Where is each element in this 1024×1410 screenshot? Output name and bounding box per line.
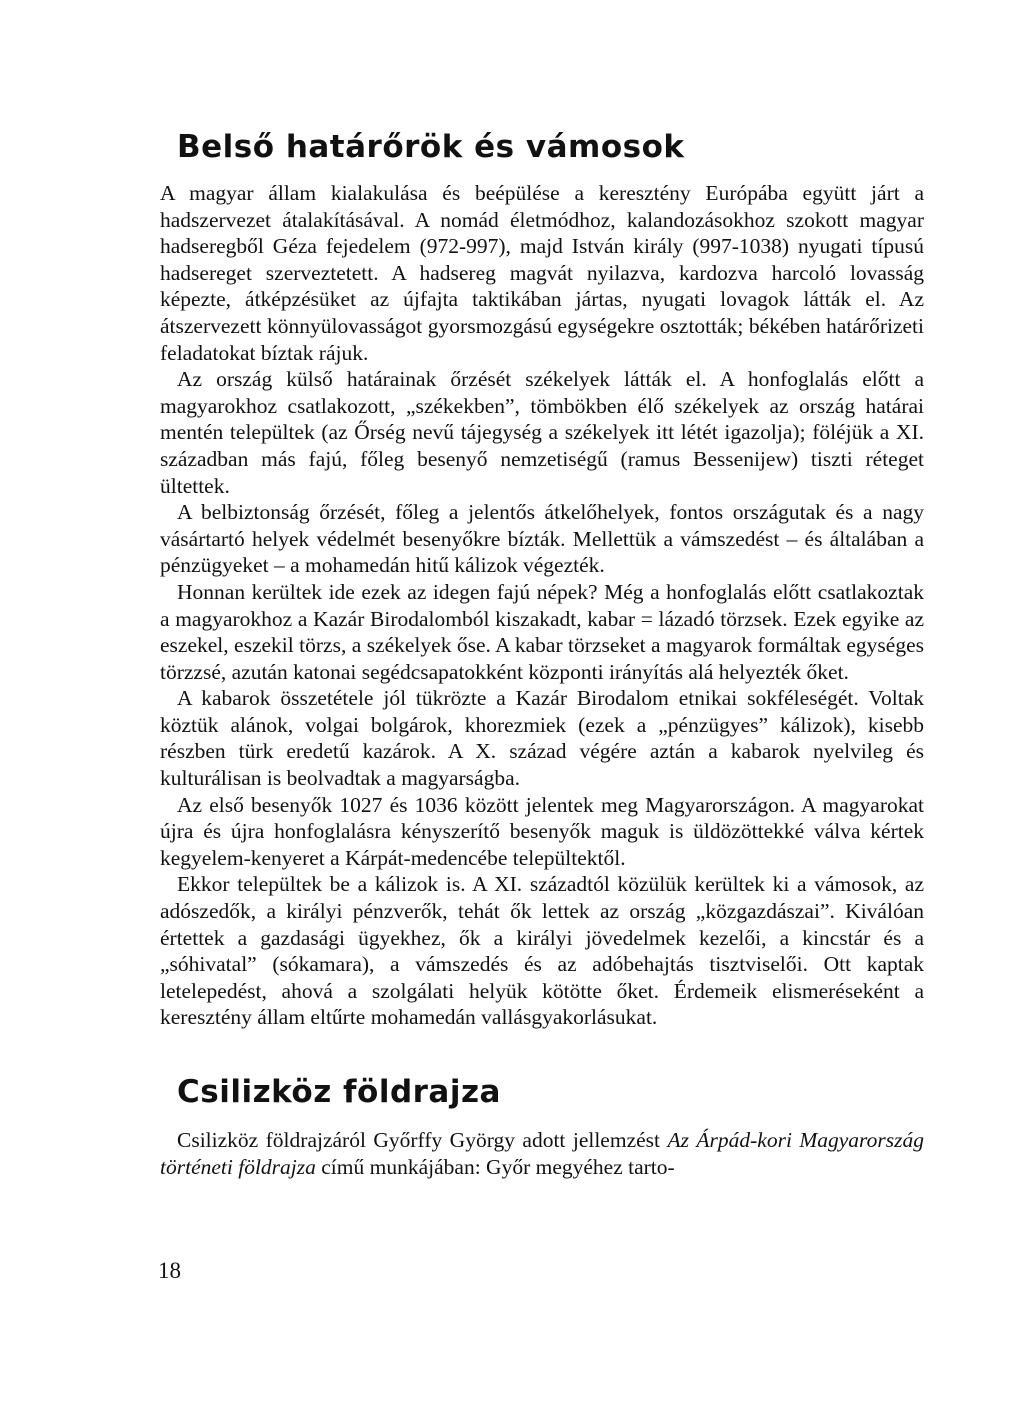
paragraph-4: Honnan kerültek ide ezek az idegen fajú népek? Még a honfoglalás előtt csatlakoztak a magyarokhoz a Kazár Birodalomból kiszakadt, kabar = lázadó törzsek. Ezek egyike az eszekel, eszekil törzs, a székelyek őse. A kabar törzseket a magyarok formáltak egységes törzzsé, azután katonai segédcsapatokként központi irányítás alá helyezték őket. xyxy=(160,579,924,684)
paragraph-csilizkoz xyxy=(160,1127,924,1180)
paragraph-csilizkoz-text-after: című munkájában: Győr megyéhez tarto- xyxy=(315,1154,675,1179)
paragraph-2: Az ország külső határainak őrzését székelyek látták el. A honfoglalás előtt a magyarokhoz csatlakozott, „székekben”, tömbökben élő székelyek az ország határai mentén települtek (az Őrség nevű tájegység a székelyek itt létét igazolja); föléjük a XI. században más fajú, főleg besenyő nemzetiségű (ramus Bessenijew) tiszti réteget ültettek. xyxy=(160,367,924,498)
book-title: Az Árpád-kori Magyarország történeti földrajza xyxy=(160,1128,924,1179)
section-title-csilizkoz: Csilizköz földrajza xyxy=(177,1074,501,1110)
paragraph-6: Az első besenyők 1027 és 1036 között jelentek meg Magyarországon. A magyarokat újra és újra honfoglalásra kényszerítő besenyők maguk is üldözöttekké válva kértek kegyelem-kenyeret a Kárpát-medencébe települtektől. xyxy=(160,792,924,870)
page-body xyxy=(160,128,924,1180)
paragraph-1: A magyar állam kialakulása és beépülése a keresztény Európába együtt járt a hadszervezet átalakításával. A nomád életmódhoz, kalandozásokhoz szokott magyar hadseregből Géza fejedelem (972-997), majd István király (997-1038) nyugati típusú hadsereget szerveztetett. A hadsereg magvát nyilazva, kardozva harcoló lovasság képezte, átképzésüket az újfajta taktikában jártas, nyugati lovagok látták el. Az átszervezett könnyülovasságot gyorsmozgású egységekre osztották; békében határőrizeti feladatokat bíztak rájuk. xyxy=(160,181,924,365)
page-number: 18 xyxy=(158,1258,181,1283)
section-title-belso-hatarorok: Belső határőrök és vámosok xyxy=(177,129,685,165)
paragraph-3: A belbiztonság őrzését, főleg a jelentős átkelőhelyek, fontos országutak és a nagy vásártartó helyek védelmét besenyőkre bízták. Mellettük a vámszedést – és általában a pénzügyeket – a mohamedán hitű kálizok végezték. xyxy=(160,500,924,578)
paragraph-5: A kabarok összetétele jól tükrözte a Kazár Birodalom etnikai sokféleségét. Voltak köztük alánok, volgai bolgárok, khorezmiek (ezek a „pénzügyes” kálizok), kisebb részben türk eredetű kazárok. A X. század végére aztán a kabarok nyelvileg és kulturálisan is beolvadtak a magyarságba. xyxy=(160,686,924,791)
paragraph-7: Ekkor települtek be a kálizok is. A XI. századtól közülük kerültek ki a vámosok, az adószedők, a királyi pénzverők, tehát ők lettek az ország „közgazdászai”. Kiválóan értettek a gazdasági ügyekhez, ők a királyi jövedelmek kezelői, a kincstár és a „sóhivatal” (sókamara), a vámszedés és az adóbehajtás tisztviselői. Ott kaptak letelepedést, ahová a szolgálati helyük kötötte őket. Érdemeik elismeréseként a keresztény állam eltűrte mohamedán vallásgyakorlásukat. xyxy=(160,872,924,1030)
paragraph-csilizkoz-text-before: Csilizköz földrajzáról Győrffy György adott jellemzést xyxy=(177,1128,668,1152)
